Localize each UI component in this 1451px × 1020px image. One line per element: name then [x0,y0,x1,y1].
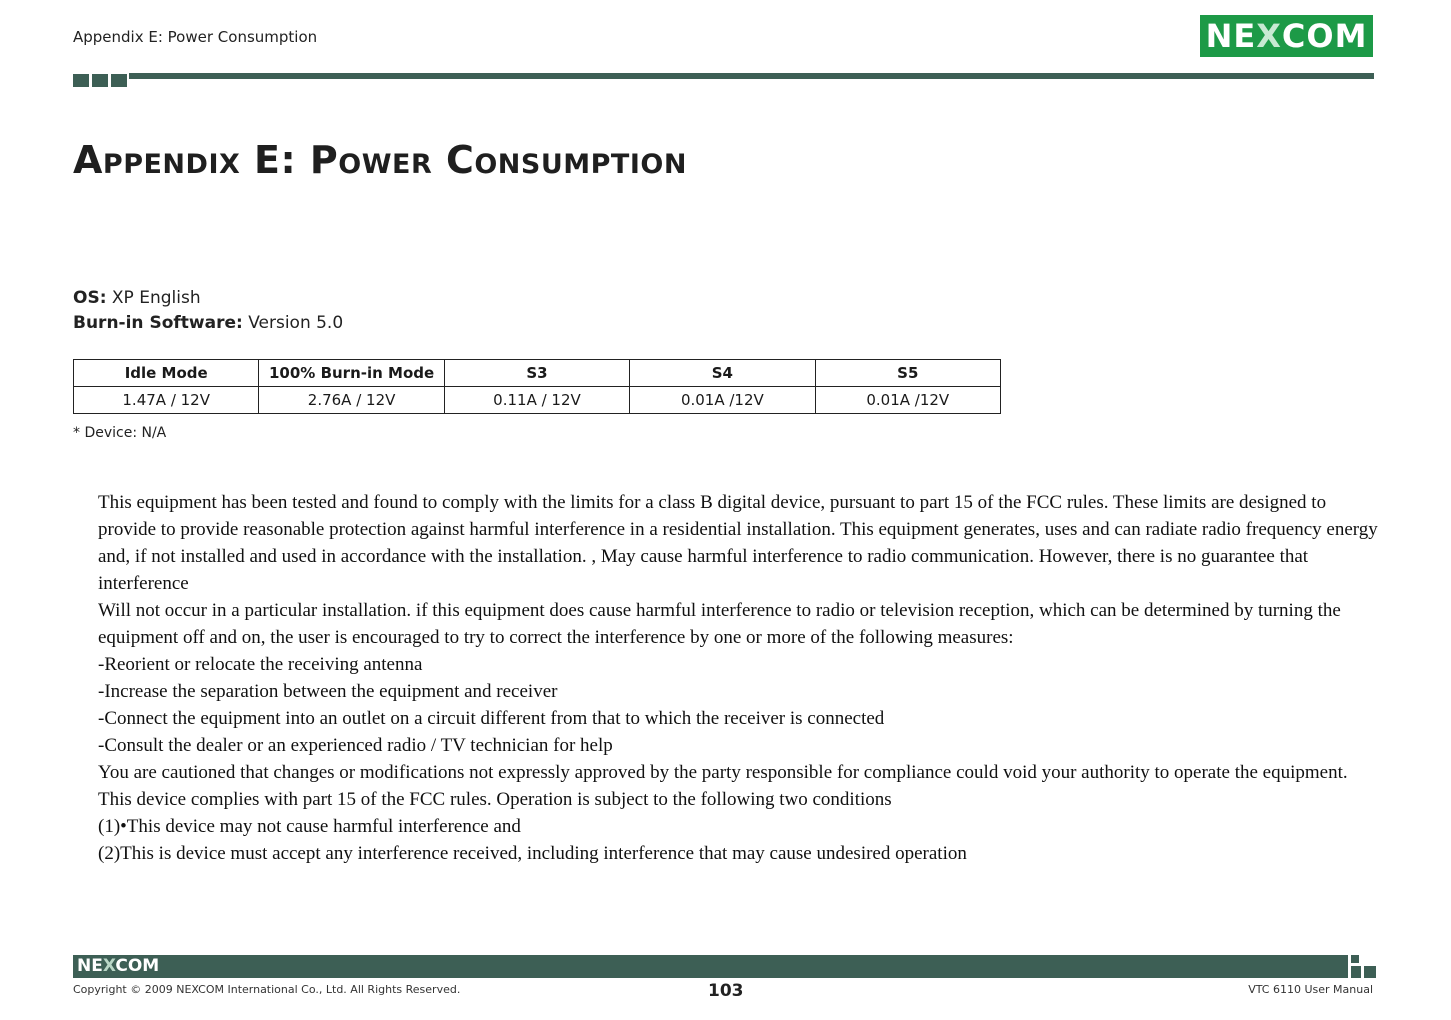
logo-text-left: NE [1205,17,1257,55]
footer-logo-right: COM [115,956,160,976]
table-footnote: * Device: N/A [73,425,167,441]
header-s4: S4 [630,360,815,387]
list-item: -Increase the separation between the equipment and receiver [98,681,558,702]
rule-block [92,74,108,87]
os-line [73,286,343,311]
value-s3: 0.11A / 12V [444,387,629,414]
test-conditions [73,286,343,336]
table-header-row [74,360,1001,387]
list-item: -Connect the equipment into an outlet on a circuit different from that to which the receiver is connected [98,708,885,729]
footer-logo-left: NE [77,956,103,976]
header-s5: S5 [815,360,1000,387]
power-consumption-table [73,359,1001,414]
os-label: OS: [73,288,107,308]
burnin-value: Version 5.0 [248,313,344,333]
document-name: VTC 6110 User Manual [1248,983,1373,996]
paragraph: Will not occur in a particular installation. if this equipment does cause harmful interference to radio or television reception, which can be determined by turning the equipment off and on, the user is encouraged to try to correct the interference by one or more of the following measures: [98,600,1341,648]
square [1351,955,1359,963]
page-number: 103 [708,981,744,1001]
burnin-label: Burn-in Software: [73,313,243,333]
table-row [74,387,1001,414]
page-title: Appendix E: Power Consumption [73,138,687,182]
header-rule-line [129,73,1374,79]
footer-bar [73,955,1348,978]
square [1351,966,1361,978]
paragraph: This equipment has been tested and found to comply with the limits for a class B digital device, pursuant to part 15 of the FCC rules. These limits are designed to provide to provide reasonable protection against harmful interference in a residential installation. This equipment generates, uses and can radiate radio frequency energy and, if not installed and used in accordance with the installation. , May cause harmful interference to radio communication. However, there is no guarantee that interference [98,492,1378,594]
footer-logo-x: X [102,956,116,976]
burnin-line [73,311,343,336]
rule-block [111,74,127,87]
header-rule-blocks [73,74,127,87]
copyright: Copyright © 2009 NEXCOM International Co., Ltd. All Rights Reserved. [73,983,461,996]
value-idle-mode: 1.47A / 12V [74,387,259,414]
footer-squares-icon [1351,955,1376,980]
paragraph: You are cautioned that changes or modifications not expressly approved by the party responsible for compliance could void your authority to operate the equipment. [98,762,1348,783]
rule-block [73,74,89,87]
running-header: Appendix E: Power Consumption [73,28,318,46]
footer-logo [77,955,159,978]
header-burnin-mode: 100% Burn-in Mode [259,360,444,387]
header-s3: S3 [444,360,629,387]
list-item: (2)This is device must accept any interference received, including interference that may cause undesired operation [98,843,967,864]
nexcom-logo [1200,15,1373,57]
os-value: XP English [111,288,201,308]
value-s4: 0.01A /12V [630,387,815,414]
logo-x-mark: X [1256,17,1282,55]
value-s5: 0.01A /12V [815,387,1000,414]
fcc-statement [98,489,1388,867]
logo-text-right: COM [1281,17,1368,55]
paragraph: This device complies with part 15 of the FCC rules. Operation is subject to the following two conditions [98,789,892,810]
value-burnin-mode: 2.76A / 12V [259,387,444,414]
list-item: -Reorient or relocate the receiving antenna [98,654,423,675]
square [1364,966,1376,978]
list-item: (1)•This device may not cause harmful interference and [98,816,521,837]
header-idle-mode: Idle Mode [74,360,259,387]
list-item: -Consult the dealer or an experienced radio / TV technician for help [98,735,613,756]
